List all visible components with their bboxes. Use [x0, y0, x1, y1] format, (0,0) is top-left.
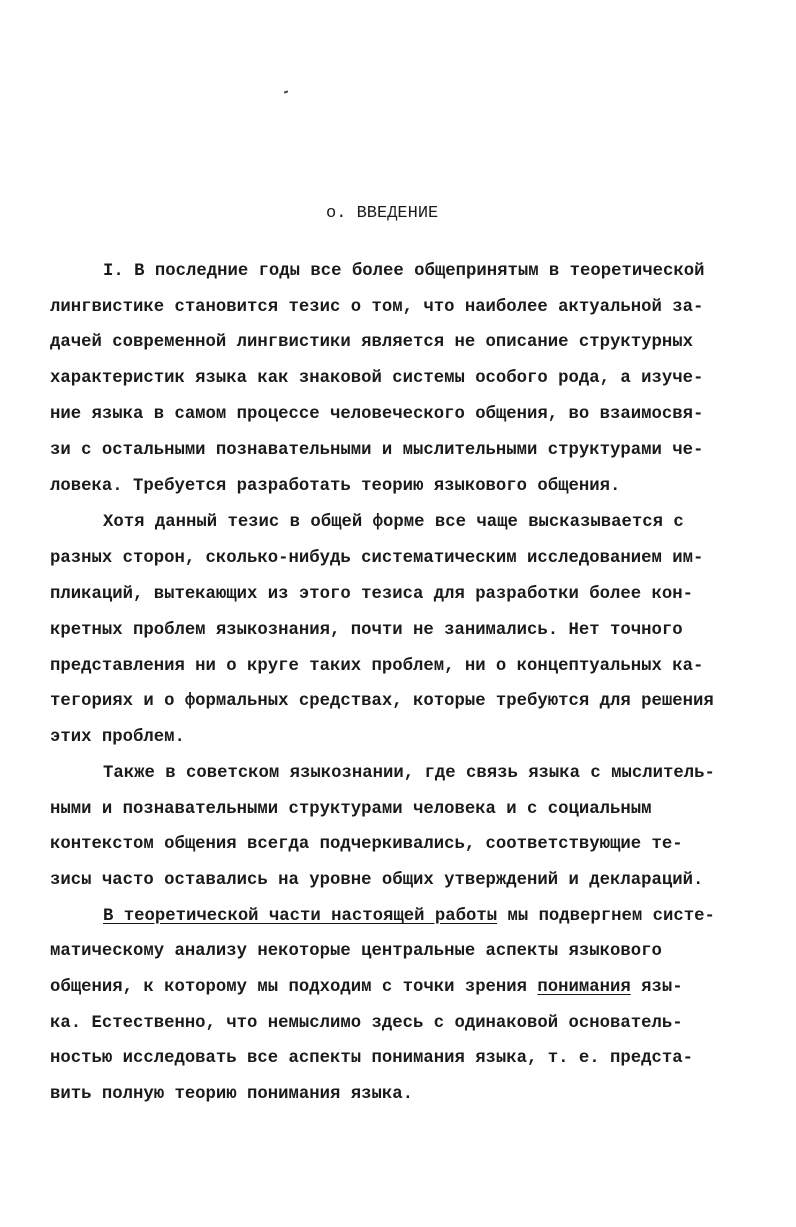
- paragraph-line: ние языка в самом процессе человеческого общения, во взаимосвя-: [50, 405, 704, 424]
- paragraph-line: кретных проблем языкознания, почти не занимались. Нет точного: [50, 621, 683, 640]
- paragraph-line: вить полную теорию понимания языка.: [50, 1085, 413, 1104]
- paragraph-line: Хотя данный тезис в общей форме все чаще высказывается с: [103, 513, 684, 532]
- paragraph-line: зисы часто оставались на уровне общих утверждений и деклараций.: [50, 871, 704, 890]
- line-text: общения, к которому мы подходим с точки зрения: [50, 978, 528, 997]
- paragraph-line: контекстом общения всегда подчеркивались, соответствующие те-: [50, 835, 683, 854]
- paragraph-line: характеристик языка как знаковой системы особого рода, а изуче-: [50, 369, 704, 388]
- paragraph-line: I. В последние годы все более общепринятым в теоретической: [103, 262, 705, 281]
- line-text: мы подвергнем систе-: [507, 907, 715, 926]
- underlined-phrase: В теоретической части настоящей работы: [103, 907, 498, 926]
- paragraph-line: ностью исследовать все аспекты понимания языка, т. е. предста-: [50, 1049, 693, 1068]
- paragraph-line: ными и познавательными структурами человека и с социальным: [50, 800, 652, 819]
- paragraph-line: разных сторон, сколько-нибудь систематическим исследованием им-: [50, 549, 704, 568]
- paragraph-line: зи с остальными познавательными и мыслительными структурами че-: [50, 441, 704, 460]
- line-text: язы-: [641, 978, 683, 997]
- paragraph-line: [103, 907, 715, 927]
- paragraph-line: Также в советском языкознании, где связь языка с мыслитель-: [103, 764, 715, 783]
- underlined-word: понимания: [537, 978, 631, 997]
- paragraph-line: этих проблем.: [50, 728, 185, 747]
- paragraph-line: ка. Естественно, что немыслимо здесь с одинаковой основатель-: [50, 1014, 683, 1033]
- paragraph-line: [50, 978, 683, 998]
- paragraph-line: дачей современной лингвистики является не описание структурных: [50, 333, 693, 352]
- paragraph-line: пликаций, вытекающих из этого тезиса для разработки более кон-: [50, 585, 693, 604]
- section-heading: о. ВВЕДЕНИЕ: [326, 204, 439, 223]
- paragraph-line: представления ни о круге таких проблем, ни о концептуальных ка-: [50, 657, 704, 676]
- paragraph-line: лингвистике становится тезис о том, что наиболее актуальной за-: [50, 298, 704, 317]
- paragraph-line: матическому анализу некоторые центральные аспекты языкового: [50, 942, 662, 961]
- paragraph-line: тегориях и о формальных средствах, которые требуются для решения: [50, 692, 714, 711]
- paragraph-line: ловека. Требуется разработать теорию языкового общения.: [50, 477, 621, 496]
- scan-speck: [284, 90, 288, 93]
